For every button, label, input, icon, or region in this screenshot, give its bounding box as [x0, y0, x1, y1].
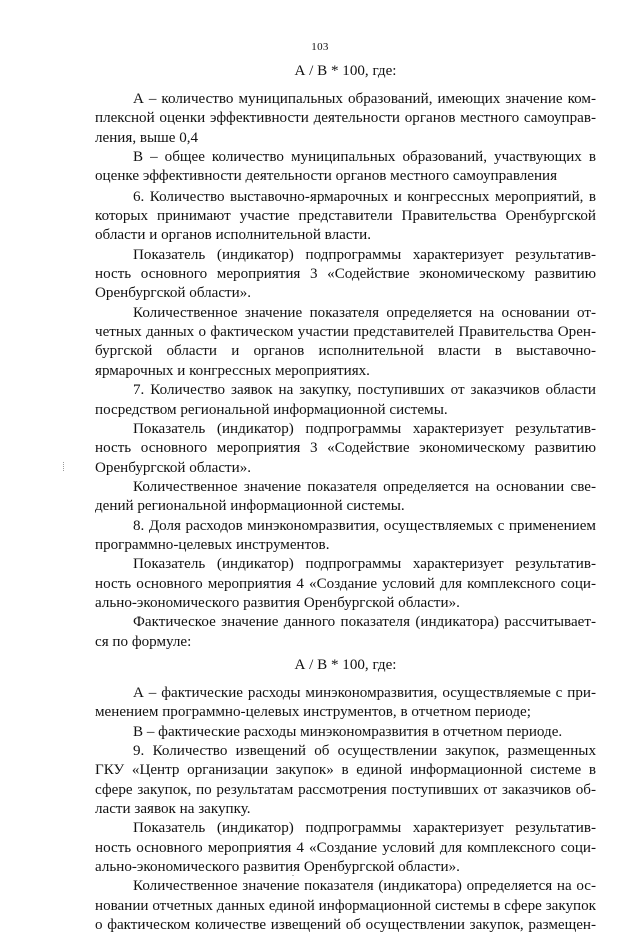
text-line: Количественное значение показателя определяется на основании све-	[133, 478, 596, 495]
text-line: оценке эффективности деятельности органов местного самоуправления	[95, 168, 558, 185]
text-line: ность основного мероприятия 3 «Содействие экономическому развитию	[95, 266, 596, 283]
margin-mark	[63, 462, 65, 471]
text-line: Показатель (индикатор) подпрограммы характеризует результатив-	[133, 820, 596, 837]
text-line: Оренбургской области».	[95, 459, 252, 476]
page-number: 103	[311, 41, 329, 53]
text-line: которых принимают участие представители Правительства Оренбургской	[95, 208, 596, 225]
text-line: ГКУ «Центр организации закупок» в единой информационной системе в	[95, 762, 596, 779]
text-line: 7. Количество заявок на закупку, поступивших от заказчиков области	[133, 382, 596, 399]
text-line: дений региональной информационной системы.	[95, 498, 405, 515]
scan-dot	[292, 875, 294, 876]
text-line: программно-целевых инструментов.	[95, 536, 330, 553]
text-line: А – количество муниципальных образований, имеющих значение ком-	[133, 91, 596, 107]
text-line: области и органов исполнительной власти.	[95, 227, 371, 244]
text-line: менением программно-целевых инструментов, в отчетном периоде;	[95, 704, 531, 721]
text-line: сфере закупок, по результатам рассмотрения поступивших от заказчиков об-	[95, 781, 596, 798]
text-line: плексной оценки эффективности деятельности органов местного самоупрaв-	[95, 110, 596, 127]
text-line: ально-экономического развития Оренбургской области».	[95, 859, 460, 876]
text-line: ярмарочных и конгрессных мероприятиях.	[95, 362, 370, 379]
text-line: новании отчетных данных единой информационной системы в сфере закупок	[95, 897, 596, 914]
text-line: ность основного мероприятия 4 «Создание условий для комплексного соци-	[95, 839, 596, 856]
formula-line: А / В * 100, где:	[294, 63, 397, 79]
document-body	[95, 62, 596, 935]
text-line: ность основного мероприятия 4 «Создание условий для комплексного соци-	[95, 575, 596, 592]
text-line: Фактическое значение данного показателя (индикатора) рассчитывает-	[133, 614, 596, 631]
text-line: Оренбургской области».	[95, 285, 252, 302]
text-line: В – фактические расходы минэкономразвития в отчетном периоде.	[133, 723, 563, 740]
text-line: А – фактические расходы минэкономразвития, осуществляемые с при-	[133, 684, 596, 701]
text-line: Количественное значение показателя определяется на основании от-	[133, 304, 596, 321]
text-line: четных данных о фактическом участии представителей Правительства Орен-	[95, 324, 596, 341]
text-line: Количественное значение показателя (индикатора) определяется на ос-	[133, 878, 596, 895]
text-line: ласти заявок на закупку.	[95, 801, 251, 818]
text-line: ся по формуле:	[95, 633, 192, 650]
text-line: бургской области и органов исполнительной власти в выставочно-	[95, 343, 596, 360]
text-line: Показатель (индикатор) подпрограммы характеризует результатив-	[133, 246, 596, 263]
text-line: 8. Доля расходов минэкономразвития, осуществляемых с применением	[133, 517, 596, 534]
text-line: Показатель (индикатор) подпрограммы характеризует результатив-	[133, 420, 596, 437]
text-line: ность основного мероприятия 3 «Содействие экономическому развитию	[95, 440, 596, 457]
text-line: 6. Количество выставочно-ярмарочных и конгрессных мероприятий, в	[133, 188, 596, 205]
text-line: Показатель (индикатор) подпрограммы характеризует результатив-	[133, 556, 596, 573]
text-line: 9. Количество извещений об осуществлении закупок, размещенных	[133, 743, 596, 759]
text-line: ально-экономического развития Оренбургской области».	[95, 594, 460, 611]
text-line: о фактическом количестве извещений об осуществлении закупок, размещен-	[95, 917, 596, 934]
text-line: ления, выше 0,4	[95, 129, 199, 146]
text-line: В – общее количество муниципальных образований, участвующих в	[133, 149, 596, 166]
formula-line: А / В * 100, где:	[294, 656, 397, 673]
text-line: посредством региональной информационной системы.	[95, 401, 448, 418]
